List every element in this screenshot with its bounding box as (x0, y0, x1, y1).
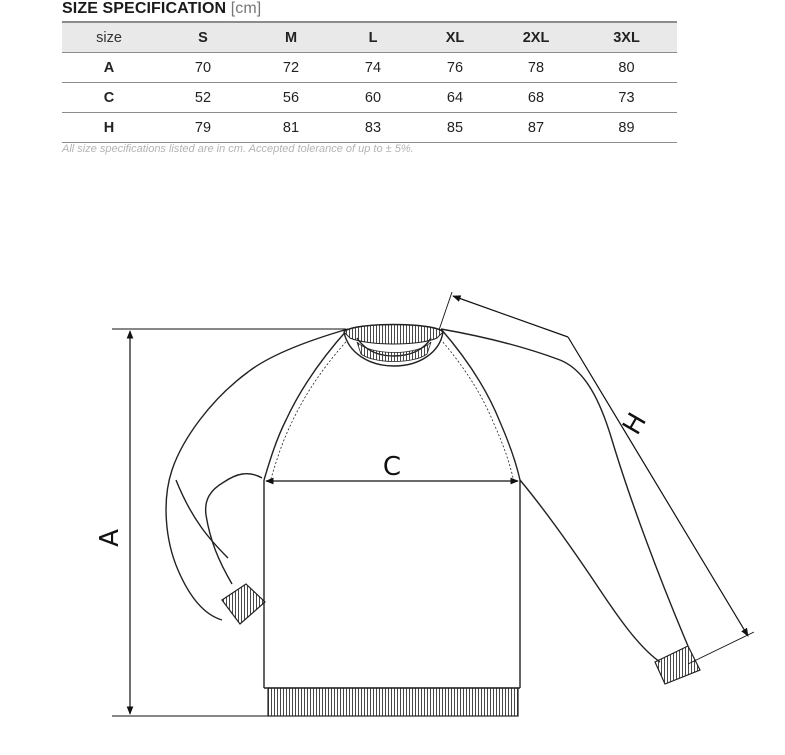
table-cell: 72 (250, 53, 332, 83)
table-cell: 89 (576, 113, 677, 143)
header-size: size (62, 22, 156, 53)
table-cell: 74 (332, 53, 414, 83)
table-cell: 78 (496, 53, 576, 83)
table-cell: 83 (332, 113, 414, 143)
table-cell: 76 (414, 53, 496, 83)
table-cell: 68 (496, 83, 576, 113)
header-3xl: 3XL (576, 22, 677, 53)
table-cell: 85 (414, 113, 496, 143)
header-2xl: 2XL (496, 22, 576, 53)
table-cell: 52 (156, 83, 250, 113)
sweatshirt-outline-icon (166, 325, 688, 689)
row-label: C (62, 83, 156, 113)
label-c: C (382, 452, 402, 482)
label-h: H (617, 408, 653, 440)
title-unit: [cm] (230, 0, 262, 17)
table-cell: 79 (156, 113, 250, 143)
measurement-arrow-icon (439, 292, 754, 664)
table-cell: 87 (496, 113, 576, 143)
table-cell: 60 (332, 83, 414, 113)
row-label: H (62, 113, 156, 143)
footnote: All size specifications listed are in cm. Accepted tolerance of up to ± 5%. (62, 143, 414, 155)
table-cell: 70 (156, 53, 250, 83)
table-cell: 56 (250, 83, 332, 113)
table-cell: 64 (414, 83, 496, 113)
table-cell: 81 (250, 113, 332, 143)
header-s: S (156, 22, 250, 53)
ribbing-icon (222, 325, 700, 717)
table-cell: 80 (576, 53, 677, 83)
header-l: L (332, 22, 414, 53)
table-cell: 73 (576, 83, 677, 113)
row-label: A (62, 53, 156, 83)
header-xl: XL (414, 22, 496, 53)
title-main: SIZE SPECIFICATION (62, 0, 227, 17)
label-a: A (95, 529, 125, 547)
header-m: M (250, 22, 332, 53)
